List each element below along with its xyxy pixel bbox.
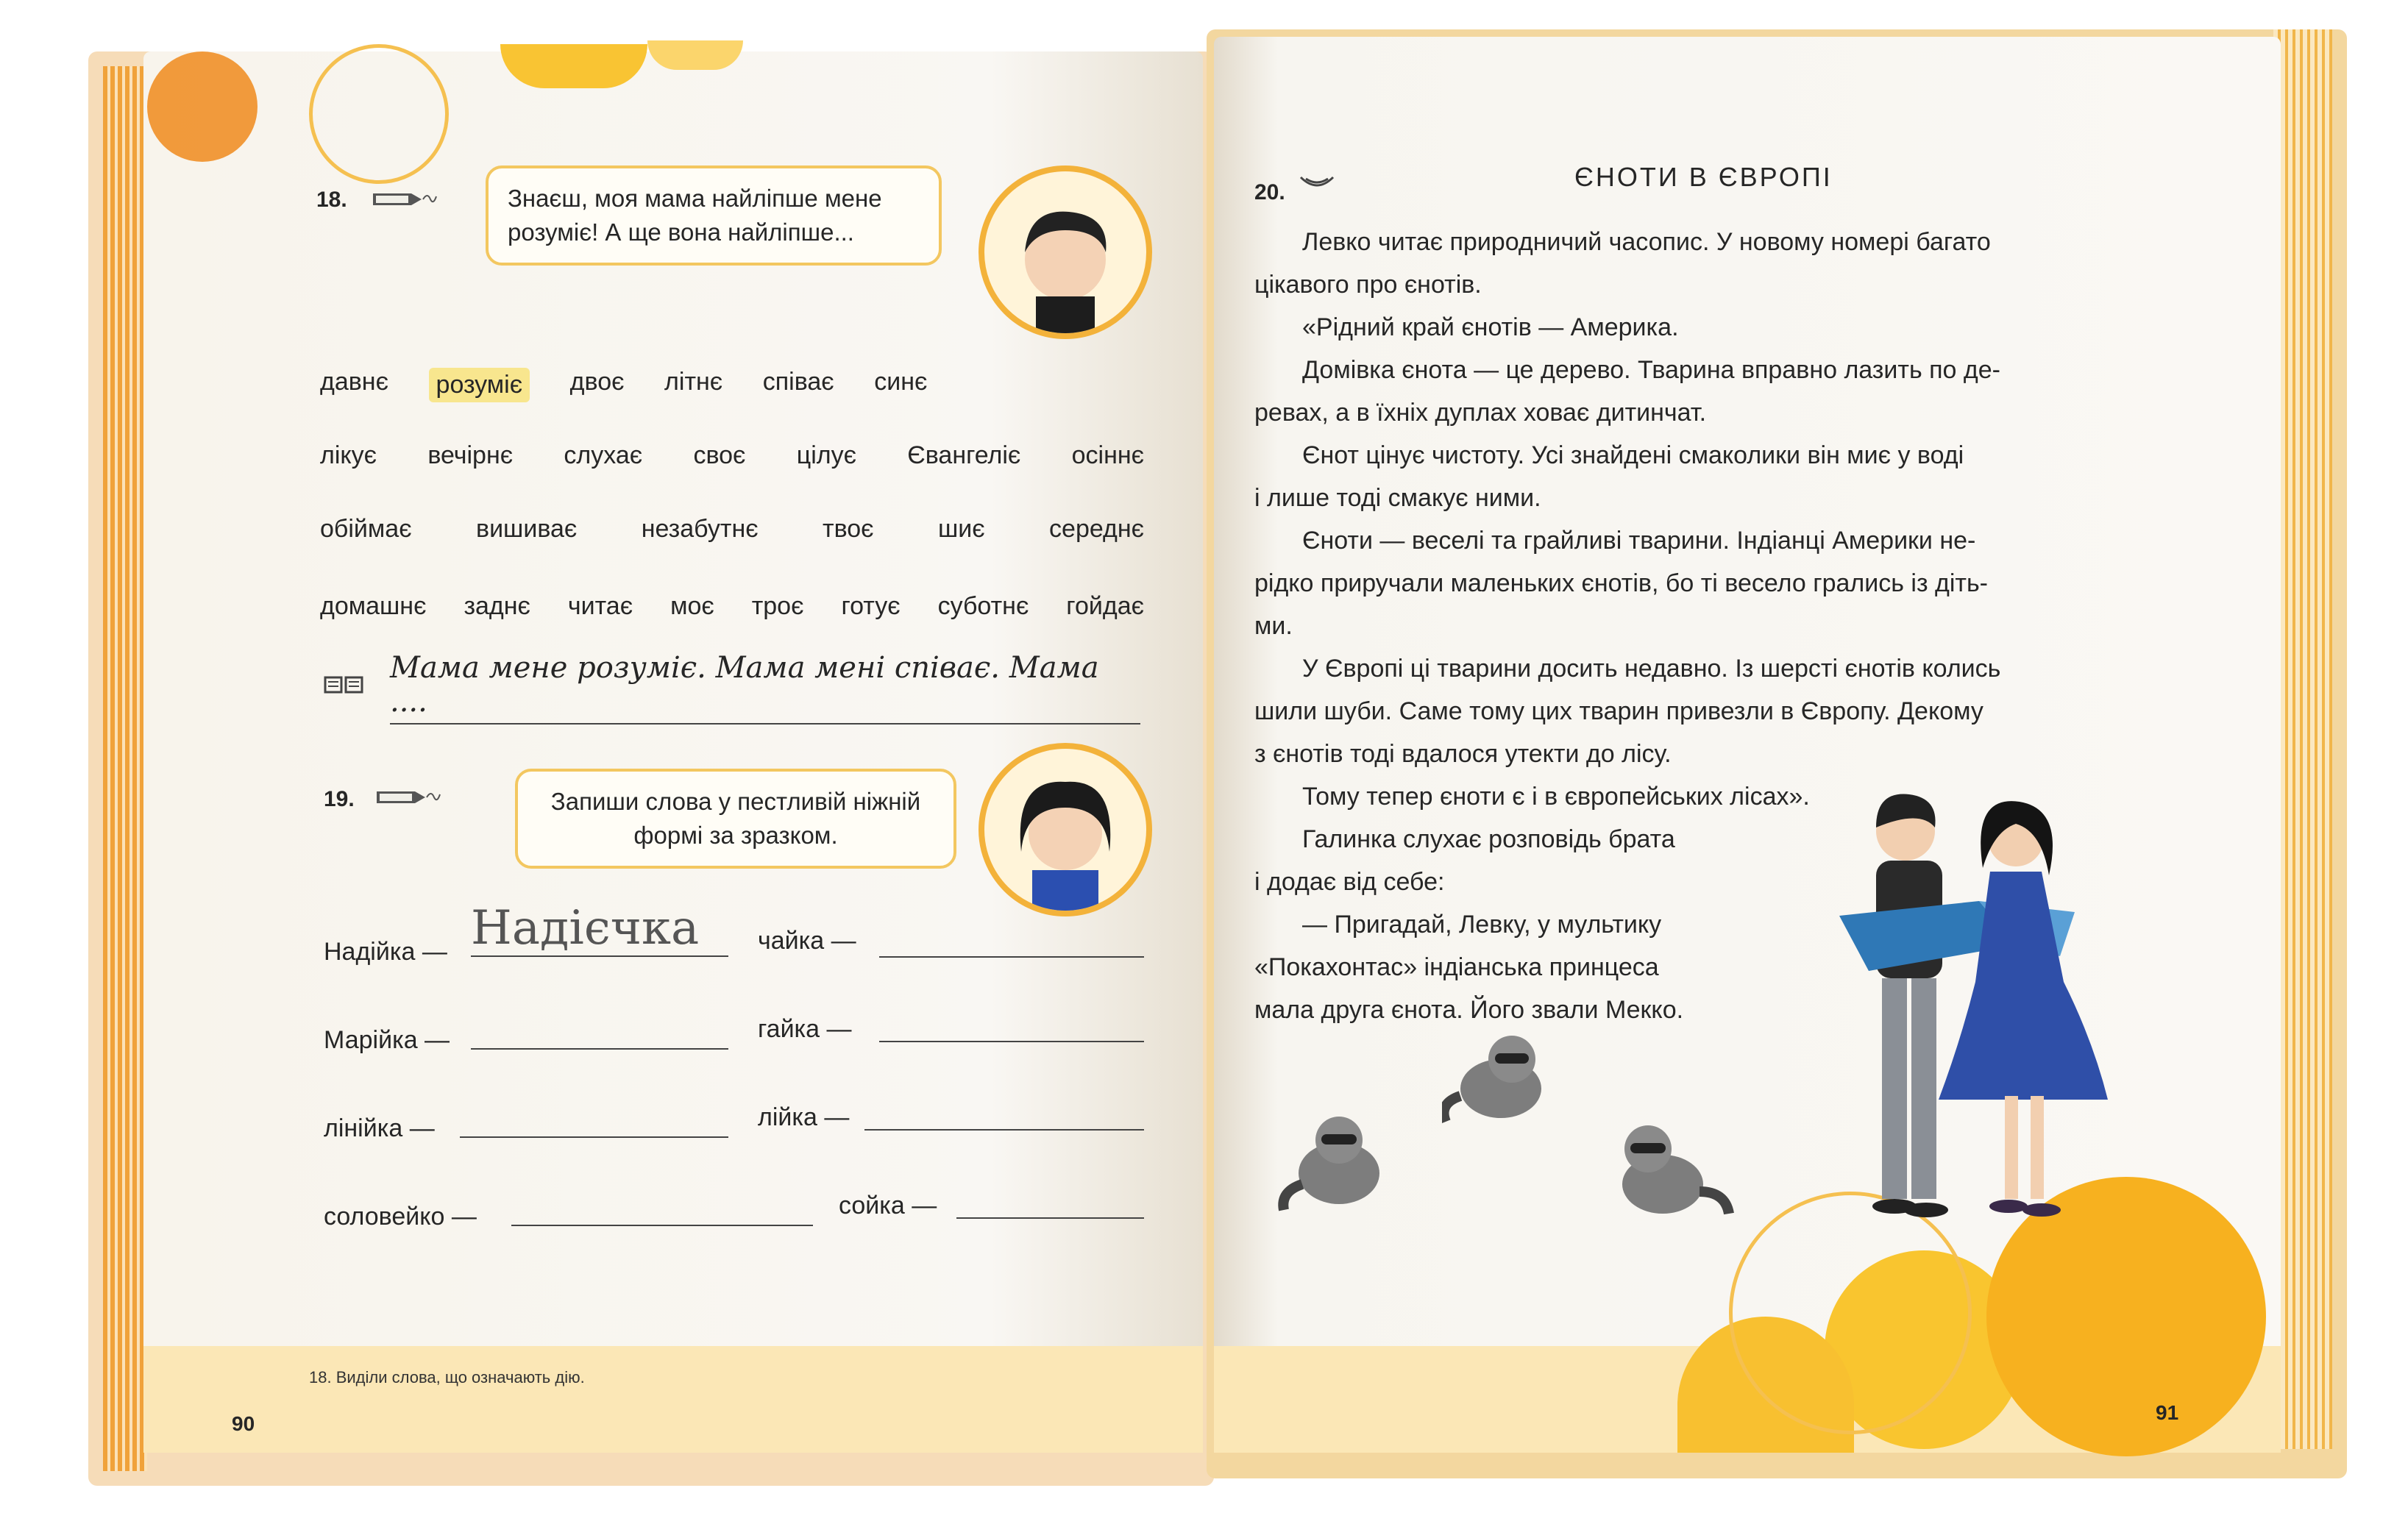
exercise-20-number: 20.	[1254, 180, 1285, 204]
text-line: У Європі ці тварини досить недавно. Із шерсті єнотів колись	[1302, 655, 2001, 683]
left-footer	[143, 1346, 1203, 1453]
page-number: 91	[2156, 1401, 2179, 1424]
row-label: соловейко —	[324, 1203, 477, 1231]
answer-line[interactable]	[956, 1217, 1144, 1219]
footer-note: 18. Виділи слова, що означають дію.	[309, 1368, 585, 1386]
text-line: Єнот цінує чистоту. Усі знайдені смаколики він миє у воді	[1302, 441, 1964, 469]
answer-line[interactable]	[879, 956, 1144, 958]
row-label: лінійка —	[324, 1114, 435, 1142]
pencil-icon	[375, 786, 441, 808]
word: слухає	[564, 441, 643, 469]
text-line: ми.	[1254, 612, 1293, 640]
text-line: Галинка слухає розповідь брата	[1302, 825, 1675, 853]
word: моє	[670, 592, 714, 620]
word: лікує	[320, 441, 377, 469]
word: давнє	[320, 368, 388, 396]
word: гойдає	[1066, 592, 1144, 620]
story-title: ЄНОТИ В ЄВРОПІ	[1574, 162, 1833, 192]
children-reading-illustration	[1795, 787, 2134, 1243]
bubble-text: Запиши слова у пестливій ніжній формі за зразком.	[550, 788, 921, 849]
text-line: «Покахонтас» індіанська принцеса	[1254, 953, 1659, 981]
raccoon-illustration	[1442, 1030, 1560, 1125]
text-line: — Пригадай, Левку, у мультику	[1302, 911, 1662, 939]
word: готує	[841, 592, 901, 620]
handwritten-answer: Надієчка	[471, 901, 728, 957]
word: вечірнє	[427, 441, 514, 469]
boy-avatar	[979, 165, 1152, 339]
answer-line[interactable]	[864, 1129, 1144, 1131]
word: твоє	[823, 515, 874, 543]
word-row-2	[320, 441, 1144, 470]
pencil-icon	[372, 188, 438, 210]
word: заднє	[464, 592, 530, 620]
answer-line[interactable]	[471, 1048, 728, 1050]
decor-circle	[647, 40, 743, 70]
word-row-1	[320, 368, 1144, 402]
text-line: мала друга єнота. Його звали Мекко.	[1254, 996, 1684, 1024]
word: цілує	[796, 441, 856, 469]
highlighted-word: розуміє	[429, 368, 530, 402]
word: середнє	[1049, 515, 1144, 543]
eye-icon	[1299, 171, 1335, 192]
handwritten-answer: Мама мене розуміє. Мама мені співає. Мама ....	[390, 651, 1140, 725]
decor-circle	[500, 44, 647, 88]
raccoon-illustration	[1273, 1111, 1398, 1214]
word-row-3	[320, 515, 1144, 544]
row-label: Надійка —	[324, 938, 447, 966]
answer-line[interactable]	[511, 1225, 813, 1226]
text-line: рідко приручали маленьких єнотів, бо ті весело грались із діть-	[1254, 569, 1989, 597]
text-line: шили шуби. Саме тому цих тварин привезли в Європу. Декому	[1254, 697, 1983, 725]
decor-circle	[147, 51, 258, 162]
word: осіннє	[1071, 441, 1144, 469]
row-label: гайка —	[758, 1015, 852, 1043]
raccoon-illustration	[1604, 1118, 1744, 1221]
decor-circle	[309, 44, 449, 184]
text-line: ревах, а в їхніх дуплах ховає дитинчат.	[1254, 399, 1707, 427]
word: своє	[693, 441, 746, 469]
text-line: з єнотів тоді вдалося утекти до лісу.	[1254, 740, 1672, 768]
text-line: Домівка єнота — це дерево. Тварина вправно лазить по де-	[1302, 356, 2000, 384]
answer-line[interactable]	[460, 1136, 728, 1138]
text-line: Тому тепер єноти є і в європейських лісах».	[1302, 783, 1810, 811]
word: троє	[751, 592, 804, 620]
speech-bubble	[515, 769, 956, 869]
word: суботнє	[937, 592, 1029, 620]
word: Євангеліє	[907, 441, 1021, 469]
text-line: цікавого про єнотів.	[1254, 271, 1482, 299]
row-label: Марійка —	[324, 1026, 450, 1054]
answer-line[interactable]	[879, 1041, 1144, 1042]
row-label: чайка —	[758, 927, 856, 955]
word: синє	[874, 368, 928, 396]
text-line: і лише тоді смакує ними.	[1254, 484, 1541, 512]
girl-avatar	[979, 743, 1152, 916]
row-label: сойка —	[839, 1192, 937, 1220]
speech-bubble	[486, 165, 942, 266]
exercise-19-number: 19.	[324, 787, 355, 811]
text-line: Левко читає природничий часопис. У новому номері багато	[1302, 228, 1991, 256]
text-line: Єноти — веселі та грайливі тварини. Індіанці Америки не-	[1302, 527, 1976, 555]
word: співає	[762, 368, 834, 396]
row-label: лійка —	[758, 1103, 850, 1131]
word: двоє	[569, 368, 625, 396]
word: вишиває	[476, 515, 578, 543]
book-icon	[324, 673, 364, 695]
exercise-18-number: 18.	[316, 188, 347, 212]
left-page-edges	[103, 66, 147, 1471]
word: читає	[567, 592, 633, 620]
word: шиє	[937, 515, 985, 543]
word: незабутнє	[641, 515, 759, 543]
right-page-edges	[2273, 29, 2332, 1449]
text-line: «Рідний край єнотів — Америка.	[1302, 313, 1679, 341]
word-row-4	[320, 592, 1144, 621]
page-number: 90	[232, 1412, 255, 1435]
text-line: і додає від себе:	[1254, 868, 1445, 896]
word: домашнє	[320, 592, 427, 620]
bubble-text: Знаєш, моя мама найліпше мене розуміє! А ще вона найліпше...	[508, 185, 882, 246]
word: обіймає	[320, 515, 412, 543]
word: літнє	[664, 368, 723, 396]
